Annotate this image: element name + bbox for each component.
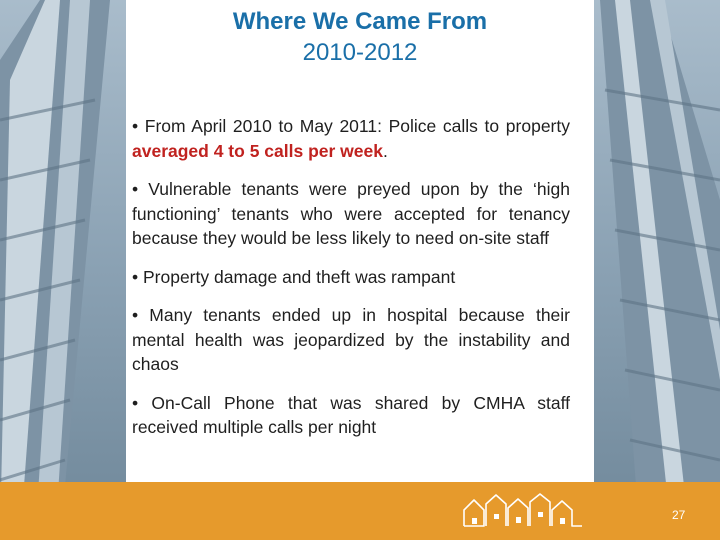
bullet-text: • Many tenants ended up in hospital because their mental health was jeopardized by the instability and chaos	[132, 305, 570, 374]
slide-title	[126, 6, 594, 68]
title-line-1: Where We Came From	[232, 8, 488, 35]
bullet-highlight: averaged 4 to 5 calls per week	[132, 140, 383, 161]
bullet-text: • Vulnerable tenants were preyed upon by the ‘high functioning’ tenants who were accepted for tenancy because they would be less likely to need on-site staff	[132, 179, 570, 248]
bullet-text: • From April 2010 to May 2011: Police calls to property	[132, 116, 570, 136]
bullet-text: • Property damage and theft was rampant	[132, 266, 456, 287]
bullet-item	[132, 114, 570, 163]
houses-logo-svg	[462, 492, 586, 528]
bullet-text-end: .	[382, 140, 388, 161]
footer-bar	[0, 482, 720, 540]
title-line-2: 2010-2012	[302, 39, 418, 66]
bullet-item	[132, 177, 570, 251]
bullet-list	[132, 114, 570, 454]
bullet-item	[132, 265, 570, 290]
bullet-item	[132, 391, 570, 440]
bullet-text: • On-Call Phone that was shared by CMHA staff received multiple calls per night	[132, 392, 570, 437]
houses-logo-icon	[462, 492, 586, 533]
page-number: 27	[672, 508, 686, 522]
bullet-item	[132, 303, 570, 377]
content-panel	[126, 0, 594, 482]
